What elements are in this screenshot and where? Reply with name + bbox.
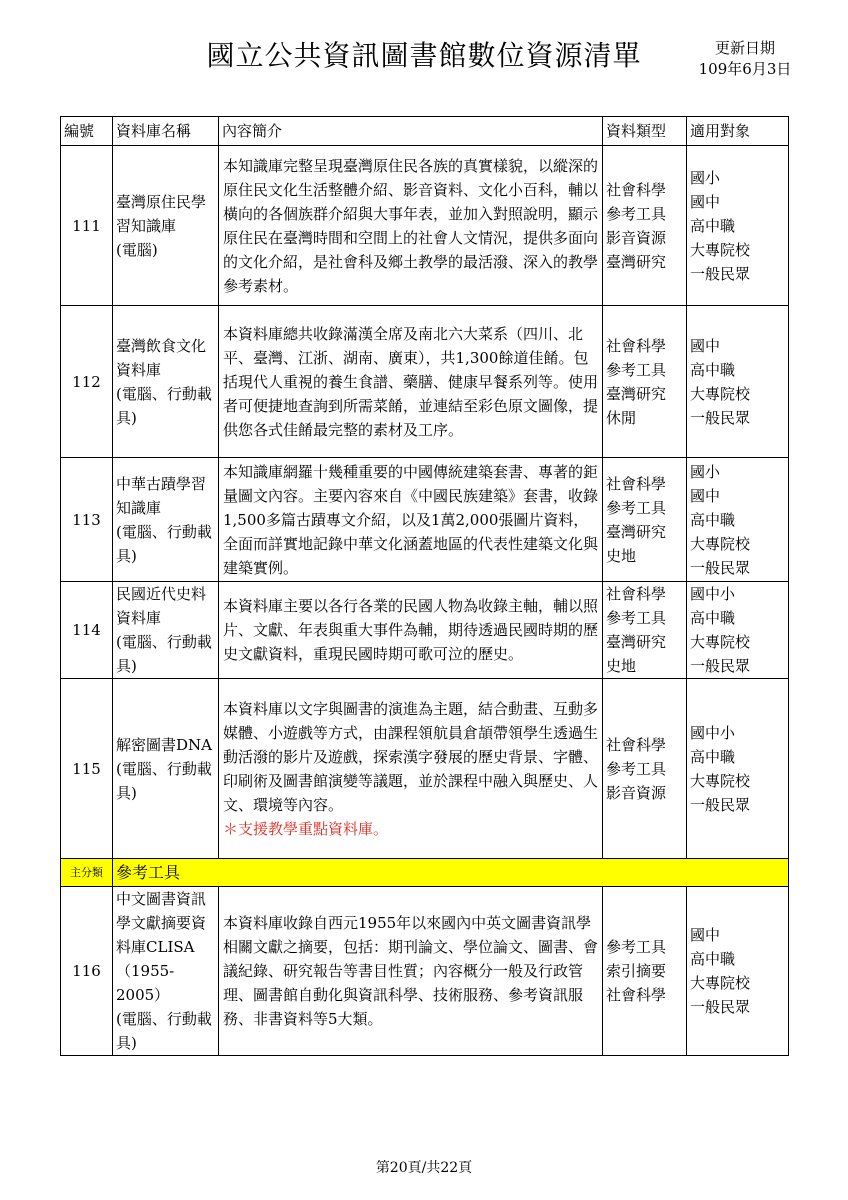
audience-item: 大專院校 <box>690 771 751 790</box>
description-cell <box>219 146 603 306</box>
database-name: 中文圖書資訊學文獻摘要資料庫CLISA（1955-2005） (電腦、行動載具) <box>113 887 219 1056</box>
resource-type: 社會科學 <box>606 735 667 754</box>
resource-type: 參考工具 <box>606 609 667 627</box>
audience-item: 大專院校 <box>690 633 751 651</box>
page-footer: 第20頁/共22頁 <box>375 1160 473 1176</box>
resource-type: 索引摘要 <box>606 962 667 980</box>
description-cell <box>219 458 603 582</box>
update-date: 109年6月3日 <box>698 60 792 78</box>
description-text: 本資料庫以文字與圖書的演進為主題，結合動畫、互動多媒體、小遊戲等方式，由課程領航員倉頡帶領學生透過生動活潑的影片及遊戲，探索漢字發展的歷史背景、字體、印刷術及圖書館演變等議題，並於課程中融入與歷史、人文、環境等內容。 <box>223 699 599 814</box>
audiences <box>687 146 789 306</box>
category-section <box>61 859 789 887</box>
resource-types <box>603 679 687 859</box>
resource-type: 史地 <box>606 546 637 565</box>
table-body <box>61 146 789 859</box>
audience-item: 一般民眾 <box>690 408 751 427</box>
update-label: 更新日期 <box>714 39 775 57</box>
resource-type: 臺灣研究 <box>606 522 667 541</box>
audiences <box>687 458 789 582</box>
audience-item: 國中 <box>690 486 721 505</box>
header-name: 資料庫名稱 <box>113 117 219 146</box>
resource-type: 參考工具 <box>606 204 667 223</box>
audience-item: 大專院校 <box>690 240 751 259</box>
header-number: 編號 <box>61 117 113 146</box>
resource-type: 影音資源 <box>606 783 667 802</box>
audience-item: 國中 <box>690 926 721 944</box>
row-number: 115 <box>61 679 113 859</box>
table-row <box>61 306 789 458</box>
description-cell <box>219 306 603 458</box>
audience-item: 國中小 <box>690 723 736 742</box>
header-type: 資料類型 <box>603 117 687 146</box>
update-info <box>690 38 800 80</box>
resource-types <box>603 582 687 679</box>
description-text: 本知識庫完整呈現臺灣原住民各族的真實樣貌，以縱深的原住民文化生活整體介紹、影音資料、文化小百科，輔以橫向的各個族群介紹與大事年表，並加入對照說明，顯示原住民在臺灣時間和空間上的社會人文情況，提供多面向的文化介紹，是社會科及鄉土教學的最活潑、深入的教學參考素材。 <box>223 156 599 295</box>
description-text: 本資料庫總共收錄滿漢全席及南北六大菜系（四川、北平、臺灣、江浙、湖南、廣東），共1,300餘道佳餚。包括現代人重視的養生食譜、藥膳、健康早餐系列等。使用者可便捷地查詢到所需菜餚，並連結至彩色原文圖像，提供您各式佳餚最完整的素材及工序。 <box>223 324 599 439</box>
audience-item: 國小 <box>690 168 721 187</box>
audience-item: 國中 <box>690 336 721 355</box>
resource-type: 臺灣研究 <box>606 384 667 403</box>
resource-type: 臺灣研究 <box>606 252 667 271</box>
category-row <box>61 859 789 887</box>
database-name: 臺灣原住民學習知識庫 (電腦) <box>113 146 219 306</box>
row-number: 111 <box>61 146 113 306</box>
resource-type: 社會科學 <box>606 585 667 603</box>
resource-type: 社會科學 <box>606 336 667 355</box>
table-row <box>61 887 789 1056</box>
description-text: 本資料庫收錄自西元1955年以來國內中英文圖書資訊學相關文獻之摘要，包括：期刊論文、學位論文、圖書、會議紀錄、研究報告等書目性質；內容概分一般及行政管理、圖書館自動化與資訊科學、技術服務、參考資訊服務、非書資料等5大類。 <box>223 914 599 1028</box>
header-description: 內容簡介 <box>219 117 603 146</box>
audience-item: 國中 <box>690 192 721 211</box>
audiences <box>687 306 789 458</box>
description-text: 本資料庫主要以各行各業的民國人物為收錄主軸，輔以照片、文獻、年表與重大事件為輔，期待透過民國時期的歷史文獻資料，重現民國時期可歌可泣的歷史。 <box>223 597 599 663</box>
audience-item: 一般民眾 <box>690 657 751 675</box>
audience-item: 高中職 <box>690 360 736 379</box>
resource-type: 臺灣研究 <box>606 633 667 651</box>
table-row <box>61 679 789 859</box>
audiences <box>687 679 789 859</box>
resource-type: 參考工具 <box>606 360 667 379</box>
table-body <box>61 887 789 1056</box>
resource-types <box>603 306 687 458</box>
audience-item: 大專院校 <box>690 384 751 403</box>
audience-item: 大專院校 <box>690 974 751 992</box>
resource-type: 社會科學 <box>606 180 667 199</box>
table-row <box>61 146 789 306</box>
audiences <box>687 887 789 1056</box>
resource-type: 社會科學 <box>606 474 667 493</box>
category-name: 參考工具 <box>113 859 789 887</box>
audience-item: 高中職 <box>690 950 736 968</box>
database-name: 民國近代史料資料庫 (電腦、行動載具) <box>113 582 219 679</box>
row-number: 114 <box>61 582 113 679</box>
resource-types <box>603 146 687 306</box>
audience-item: 一般民眾 <box>690 558 751 577</box>
row-number: 116 <box>61 887 113 1056</box>
resource-type: 休閒 <box>606 408 637 427</box>
featured-note: ＊支援教學重點資料庫。 <box>223 819 389 838</box>
audience-item: 高中職 <box>690 609 736 627</box>
resource-types <box>603 887 687 1056</box>
description-text: 本知識庫網羅十幾種重要的中國傳統建築套書、專著的鉅量圖文內容。主要內容來自《中國民族建築》套書，收錄1,500多篇古蹟專文介紹，以及1萬2,000張圖片資料，全面而詳實地記錄中華文化涵蓋地區的代表性建築文化與建築實例。 <box>223 462 599 577</box>
audience-item: 高中職 <box>690 216 736 235</box>
audiences <box>687 582 789 679</box>
table-row <box>61 458 789 582</box>
document-title: 國立公共資訊圖書館數位資源清單 <box>206 39 642 72</box>
audience-item: 大專院校 <box>690 534 751 553</box>
resource-type: 參考工具 <box>606 498 667 517</box>
resource-type: 參考工具 <box>606 759 667 778</box>
database-name: 臺灣飲食文化資料庫 (電腦、行動載具) <box>113 306 219 458</box>
audience-item: 一般民眾 <box>690 264 751 283</box>
header-audience: 適用對象 <box>687 117 789 146</box>
category-label: 主分類 <box>61 859 113 887</box>
row-number: 112 <box>61 306 113 458</box>
database-name: 中華古蹟學習知識庫 (電腦、行動載具) <box>113 458 219 582</box>
resource-type: 史地 <box>606 657 637 675</box>
resource-type: 參考工具 <box>606 938 667 956</box>
table-row <box>61 582 789 679</box>
audience-item: 一般民眾 <box>690 795 751 814</box>
description-cell <box>219 887 603 1056</box>
resource-table <box>60 116 789 1056</box>
audience-item: 一般民眾 <box>690 998 751 1016</box>
resource-types <box>603 458 687 582</box>
audience-item: 高中職 <box>690 510 736 529</box>
description-cell <box>219 679 603 859</box>
description-cell <box>219 582 603 679</box>
audience-item: 國小 <box>690 462 721 481</box>
resource-type: 社會科學 <box>606 986 667 1004</box>
audience-item: 國中小 <box>690 585 736 603</box>
row-number: 113 <box>61 458 113 582</box>
resource-type: 影音資源 <box>606 228 667 247</box>
database-name: 解密圖書DNA (電腦、行動載具) <box>113 679 219 859</box>
audience-item: 高中職 <box>690 747 736 766</box>
table-header <box>61 117 789 146</box>
